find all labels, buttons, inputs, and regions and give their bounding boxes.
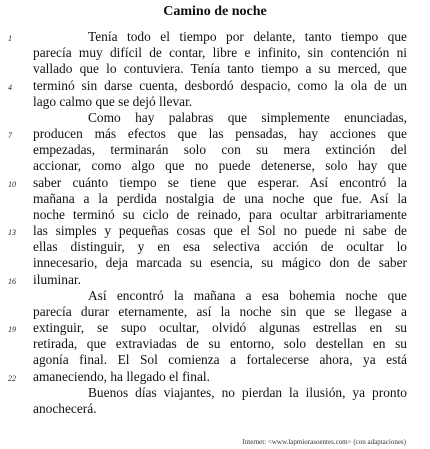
document-title: Camino de noche — [163, 4, 267, 19]
text-line: mañana a la perdida nostalgia de una noche que fue. Así la — [33, 190, 407, 206]
text-line: parecía muy difícil de contar, libre e infinito, sin contención ni — [33, 45, 407, 61]
text-line: extinguir, se supo ocultar, olvidó algunas estrellas en su — [33, 320, 407, 336]
text-line: las simples y pequeñas cosas que el Sol no puede ni sabe de — [33, 223, 407, 239]
text-line: vallado que lo contuviera. Tenía tanto tiempo a su merced, que — [33, 61, 407, 77]
text-line: iluminar. — [33, 271, 81, 287]
line-number: 10 — [8, 179, 16, 189]
text-line: parecía durar eternamente, así la noche sin que se llegase a — [33, 303, 407, 319]
text-line: empezadas, terminarán solo con su mera extinción del — [33, 142, 407, 158]
text-line: lago calmo que se dejó llevar. — [33, 93, 193, 109]
line-number: 13 — [8, 228, 16, 238]
line-number: 4 — [8, 82, 12, 92]
source-citation: Internet: <www.lapmiorasoentes.com> (con adaptaciones) — [242, 438, 406, 446]
text-line: Tenía todo el tiempo por delante, tanto tiempo que — [88, 29, 407, 44]
text-line: terminó sin darse cuenta, desbordó despacio, como la ola de un — [33, 77, 407, 93]
line-number: 1 — [8, 34, 12, 43]
line-number: 22 — [8, 373, 16, 383]
line-number: 16 — [8, 276, 16, 286]
text-line: innecesario, deja marcada su esencia, su mágico don de saber — [33, 255, 407, 271]
line-number: 7 — [8, 131, 12, 141]
text-line: retirada, que extraviadas de su entorno, solo destellan en su — [33, 336, 407, 352]
text-line: ellas distinguir, y en esa selectiva acción de ocultar lo — [33, 239, 407, 255]
text-line: Como hay palabras que simplemente enunciadas, — [88, 109, 407, 125]
text-line: Así encontró la mañana a esa bohemia noche que — [88, 287, 407, 303]
text-line: accionar, como algo que no puede detenerse, solo hay que — [33, 158, 407, 174]
text-line: Buenos días viajantes, no pierdan la ilusión, ya pronto — [88, 384, 407, 400]
text-line: producen más efectos que las pensadas, hay acciones que — [33, 126, 407, 142]
text-line: noche terminó su ciclo de reinado, para ocultar arbitrariamente — [33, 206, 407, 222]
line-number: 19 — [8, 325, 16, 335]
text-line: agonía final. El Sol comienza a fortalecerse ahora, ya está — [33, 352, 407, 368]
text-line: saber cuánto tiempo se tiene que esperar. Así encontró la — [33, 174, 407, 190]
text-line: amaneciendo, ha llegado el final. — [33, 368, 210, 384]
text-line: anochecerá. — [33, 400, 97, 416]
